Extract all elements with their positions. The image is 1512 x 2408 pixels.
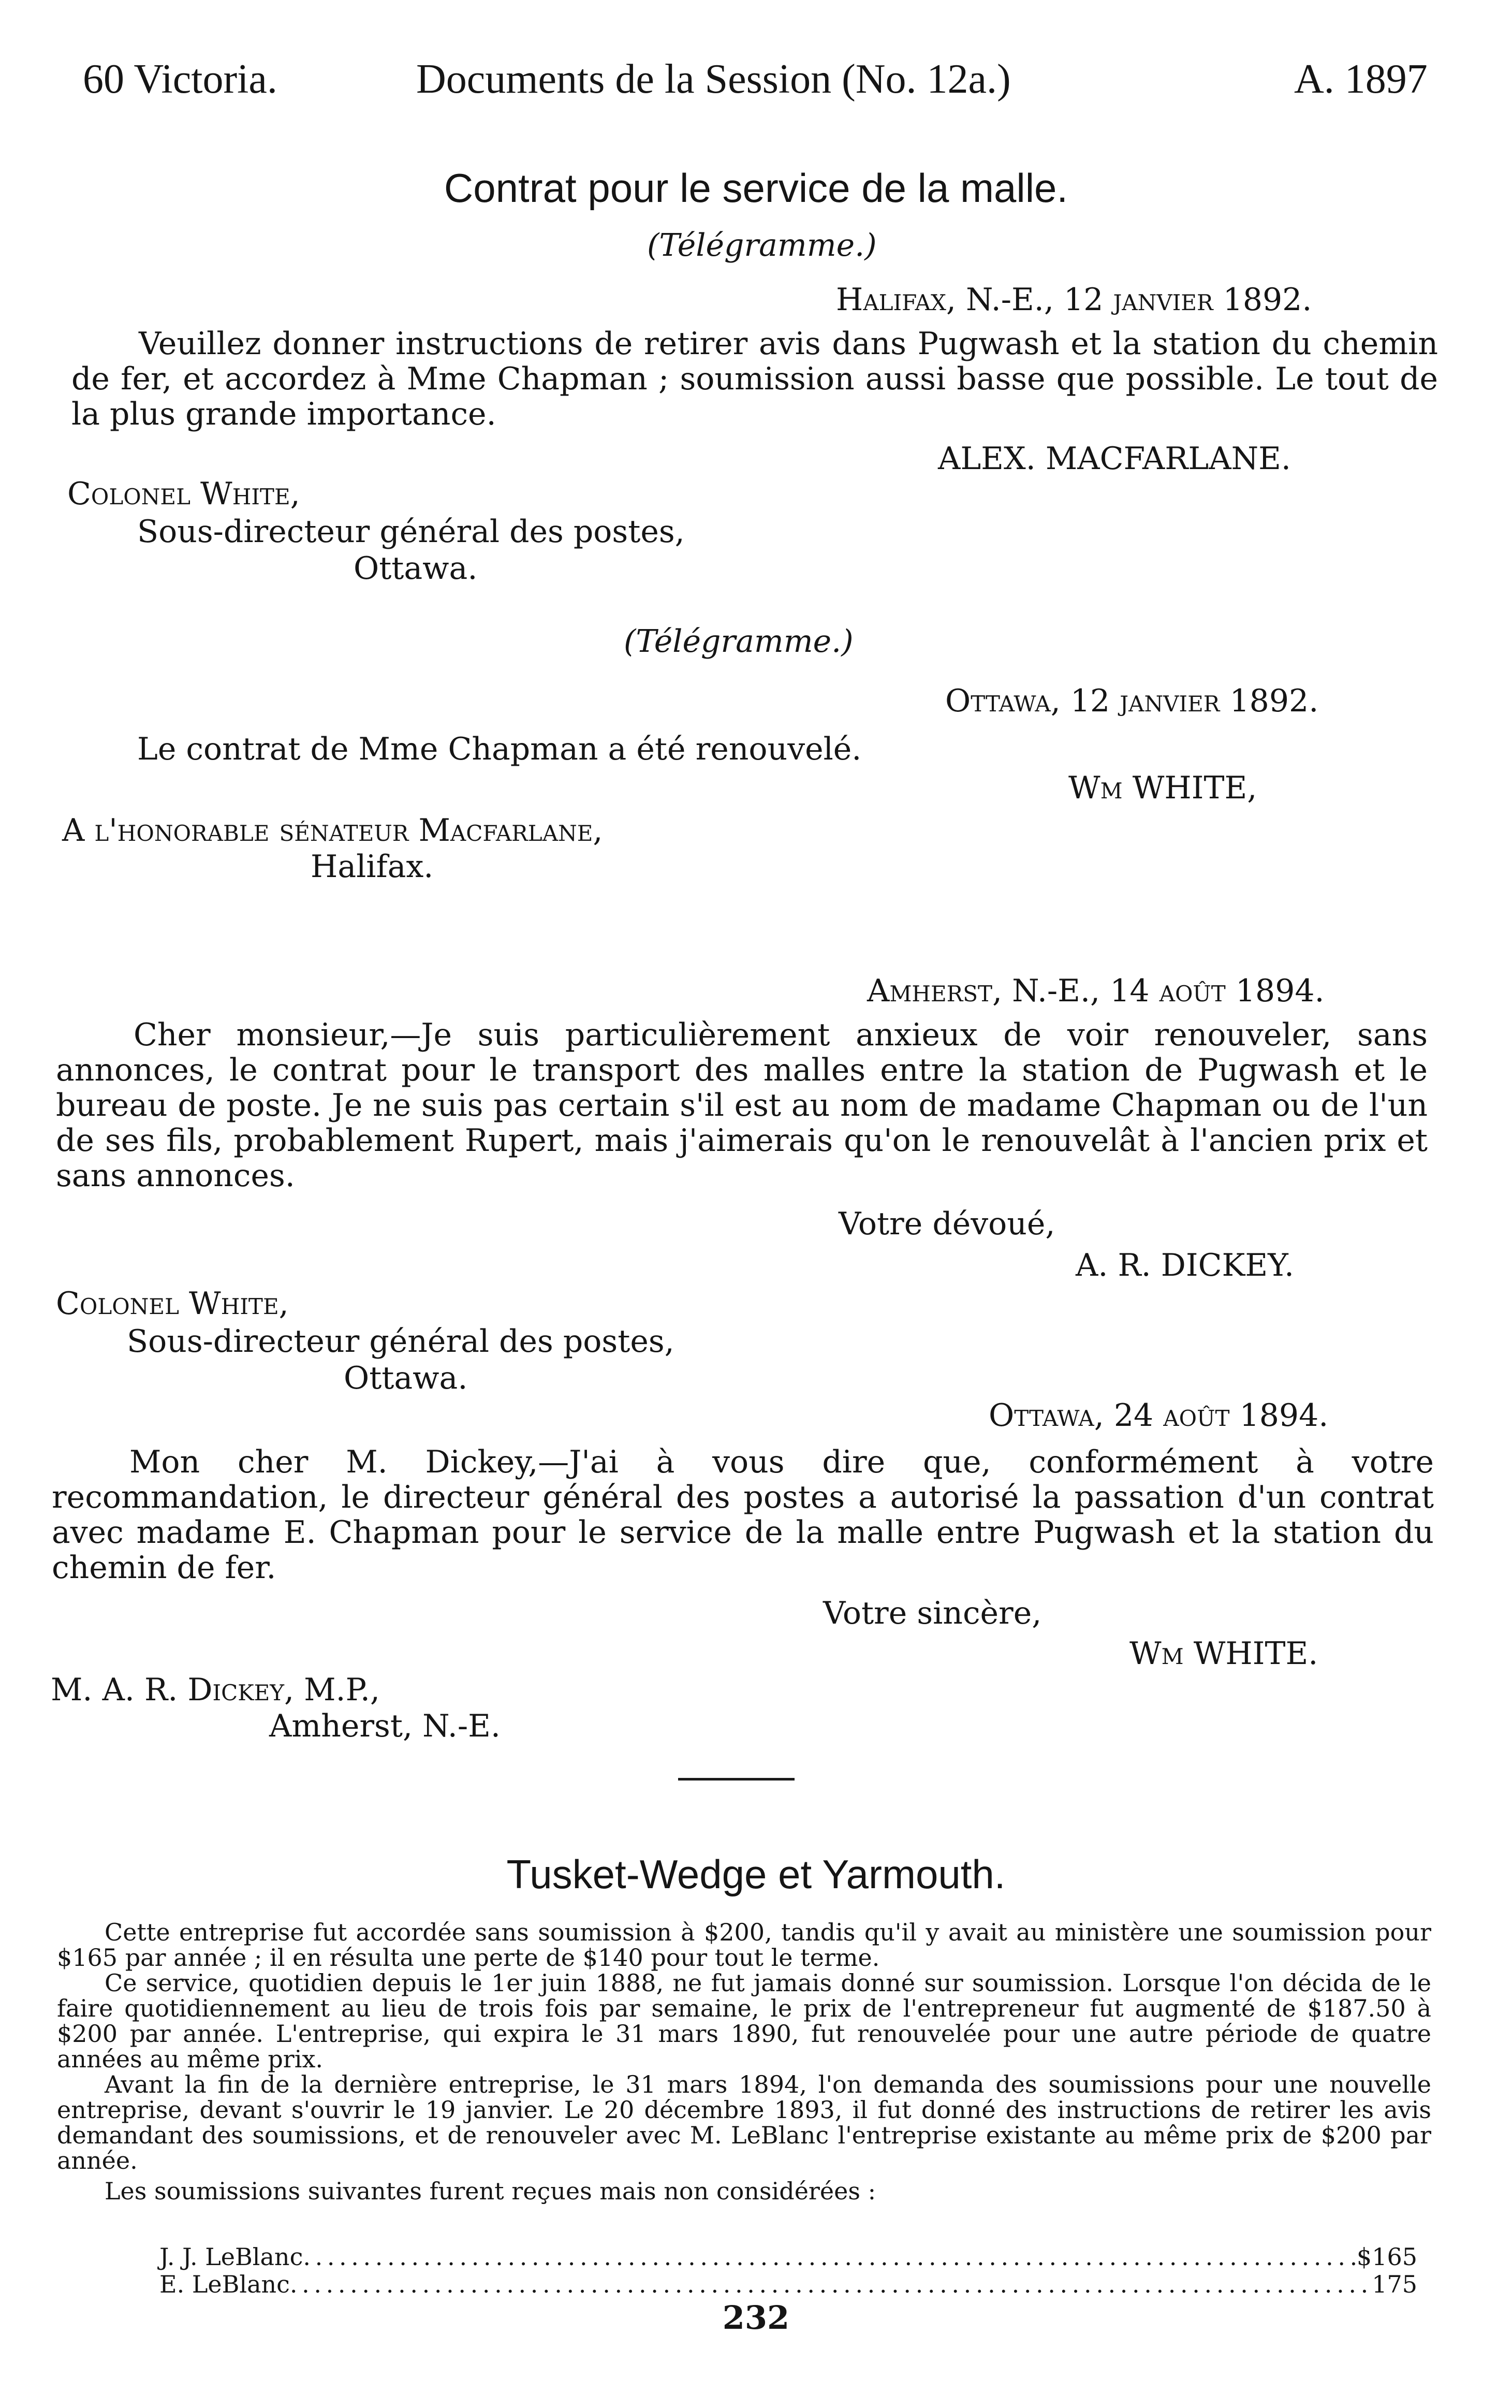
letter-dateline: Ottawa, 24 août 1894. [989,1397,1329,1434]
leader-dots [290,2272,1372,2297]
addressee-line: Amherst, N.-E. [269,1708,501,1744]
tender-name: J. J. LeBlanc [159,2243,303,2271]
addressee-line: A l'honorable sénateur Macfarlane, [62,812,603,849]
addressee-line: M. A. R. Dickey, M.P., [51,1672,380,1708]
paragraph: Cette entreprise fut accordée sans soumission à $200, tandis qu'il y avait au ministère une soumission pour $165 par année ; il en résulta une perte de $140 pour tout le terme. [57,1918,1431,1972]
page-number: 232 [722,2299,790,2337]
section-title-tusket-wedge: Tusket-Wedge et Yarmouth. [506,1851,1006,1897]
header-document-title: Documents de la Session (No. 12a.) [416,56,1011,102]
letter-body [52,1444,1434,1585]
header-year: A. 1897 [1294,56,1428,102]
letter-signature: A. R. DICKEY. [1076,1247,1295,1283]
tender-name: E. LeBlanc [159,2270,290,2298]
addressee-line: Colonel White, [56,1286,289,1322]
telegram-body [71,326,1438,432]
tender-amount: 175 [1372,2270,1417,2298]
section-paragraphs [57,1920,1431,2204]
addressee-line: Ottawa. [344,1360,468,1396]
tender-amount: $165 [1356,2243,1417,2271]
telegram-label: (Télégramme.) [624,623,854,660]
telegram-body: Le contrat de Mme Chapman a été renouvelé. [137,731,862,767]
telegram-dateline: Ottawa, 12 janvier 1892. [945,683,1319,719]
addressee-line: Colonel White, [67,476,300,512]
paragraph: Ce service, quotidien depuis le 1er juin 1888, ne fut jamais donné sur soumission. Lorsque l'on décida de le faire quotidiennement au lieu de trois fois par semaine, le prix de l'entrepreneur fut augmenté de $187.50 à $200 par année. L'entreprise, qui expira le 31 mars 1890, fut renouvelée pour une autre période de quatre années au même prix. [57,1969,1431,2073]
letter-signature: Wm WHITE. [1129,1636,1318,1672]
letter-dateline: Amherst, N.-E., 14 août 1894. [867,973,1325,1009]
addressee-line: Ottawa. [354,550,478,587]
telegram-dateline: Halifax, N.-E., 12 janvier 1892. [836,282,1312,318]
addressee-line: Sous-directeur général des postes, [137,514,685,550]
paragraph: Les soumissions suivantes furent reçues mais non considérées : [105,2177,876,2205]
leader-dots [303,2244,1357,2270]
section-divider [678,1778,795,1781]
letter-closing: Votre dévoué, [839,1206,1055,1242]
telegram-signature: ALEX. MACFARLANE. [938,441,1291,477]
paragraph: Avant la fin de la dernière entreprise, le 31 mars 1894, l'on demanda des soumissions pour une nouvelle entreprise, devant s'ouvrir le 19 janvier. Le 20 décembre 1893, il fut donné des instructions de retirer les avis demandant des soumissions, et de renouveler avec M. LeBlanc l'entreprise existante au même prix de $200 par année. [57,2070,1431,2175]
telegram-signature: Wm WHITE, [1068,770,1257,806]
telegram-body-text: Veuillez donner instructions de retirer avis dans Pugwash et la station du chemin de fer, et accordez à Mme Chapman ; soumission aussi basse que possible. Le tout de la plus grande importance. [71,326,1438,432]
header-session-year: 60 Victoria. [83,56,277,102]
letter-body-text: Mon cher M. Dickey,—J'ai à vous dire que, conformément à votre recommandation, le directeur général des postes a autorisé la passation d'un contrat avec madame E. Chapman pour le service de la malle entre Pugwash et la station du chemin de fer. [52,1444,1434,1586]
letter-closing: Votre sincère, [823,1595,1042,1631]
addressee-line: Halifax. [311,849,434,885]
telegram-label: (Télégramme.) [647,227,877,264]
tender-row [159,2244,1417,2270]
tender-row [159,2272,1417,2297]
letter-body-text: Cher monsieur,—Je suis particulièrement anxieux de voir renouveler, sans annonces, le contrat pour le transport des malles entre la station de Pugwash et le bureau de poste. Je ne suis pas certain s'il est au nom de madame Chapman ou de l'un de ses fils, probablement Rupert, mais j'aimerais qu'on le renouvelât à l'ancien prix et sans annonces. [56,1017,1428,1194]
addressee-line: Sous-directeur général des postes, [127,1323,674,1360]
section-title-mail-contract: Contrat pour le service de la malle. [444,165,1068,211]
letter-body [56,1017,1428,1193]
